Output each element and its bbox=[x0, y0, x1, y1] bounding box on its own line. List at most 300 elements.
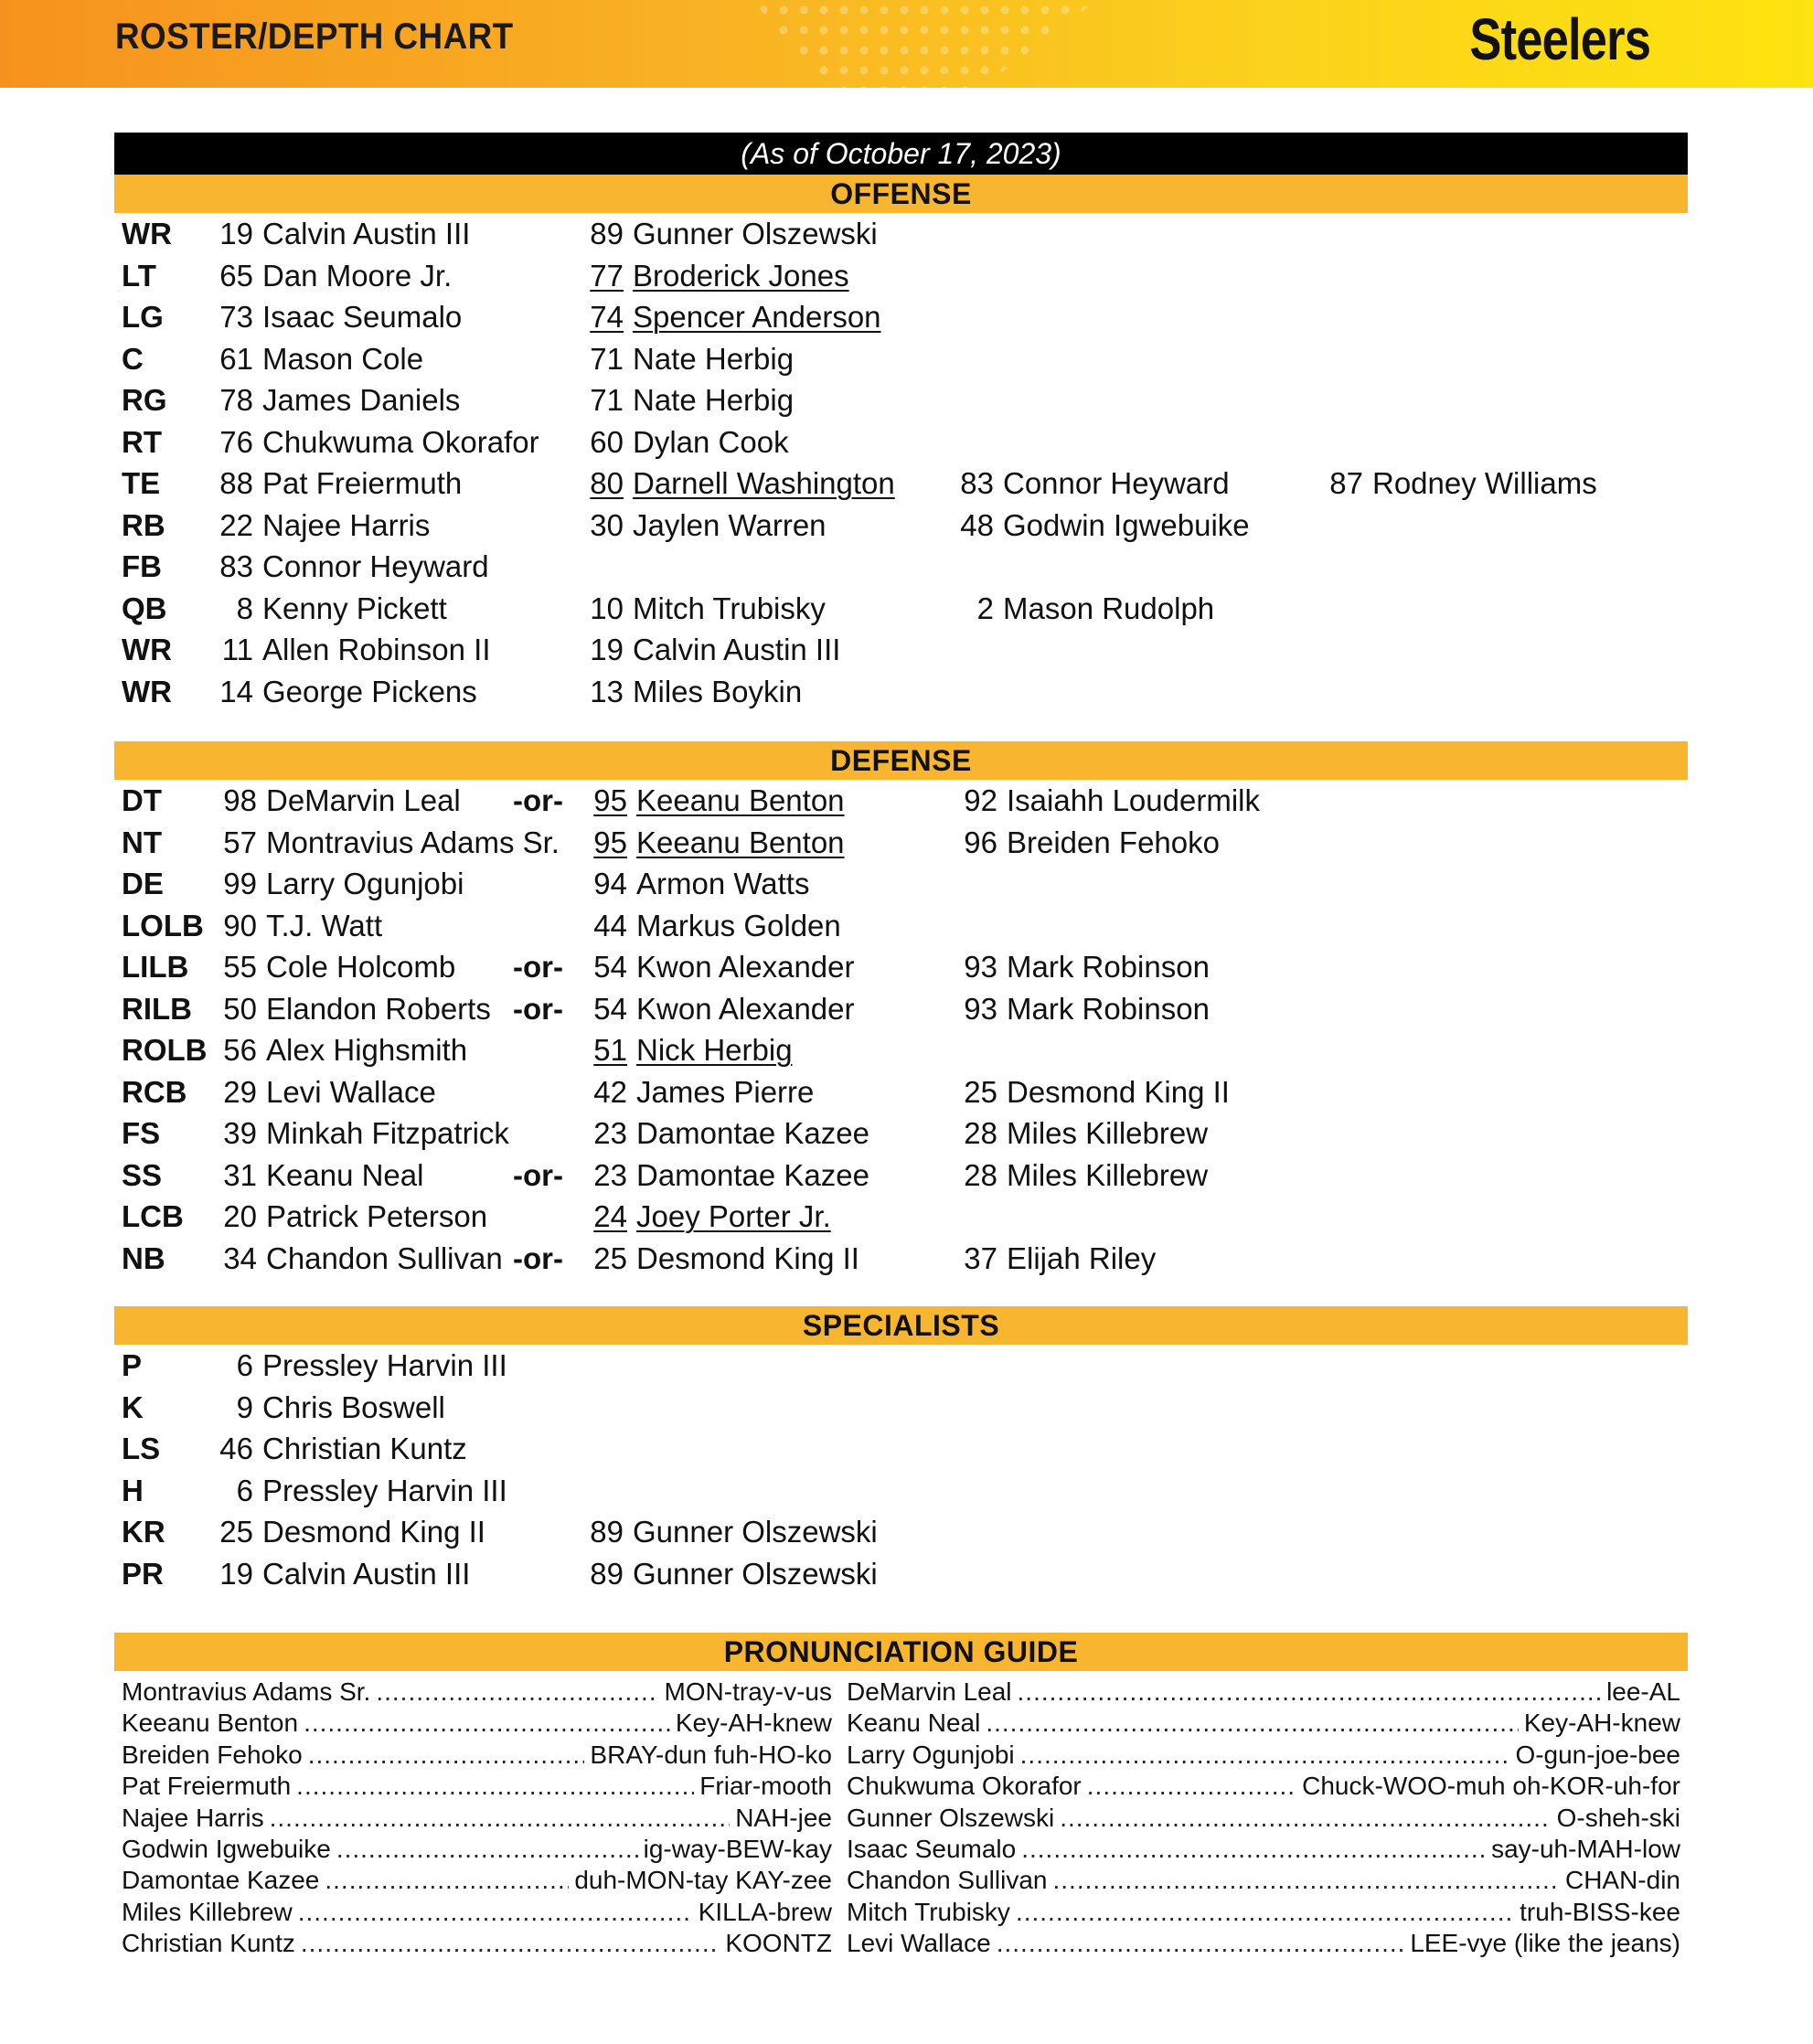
pronunciation-entry bbox=[847, 1771, 1680, 1802]
pronunciation-text: ig-way-BEW-kay bbox=[643, 1834, 832, 1863]
jersey-number: 25 bbox=[964, 1074, 997, 1109]
jersey-number: 76 bbox=[219, 424, 253, 459]
jersey-number: 20 bbox=[223, 1199, 257, 1233]
jersey-number: 87 bbox=[1329, 466, 1363, 500]
pronunciation-name: Damontae Kazee bbox=[122, 1866, 320, 1895]
player-entry bbox=[213, 1387, 445, 1428]
player-entry bbox=[213, 296, 462, 337]
jersey-number: 65 bbox=[219, 258, 253, 293]
player-name: Dan Moore Jr. bbox=[262, 258, 453, 293]
pronunciation-text: O-sheh-ski bbox=[1556, 1803, 1680, 1832]
position-label: H bbox=[122, 1473, 144, 1507]
jersey-number: 23 bbox=[593, 1116, 627, 1150]
player-entry bbox=[213, 588, 447, 629]
player-entry bbox=[957, 1112, 1208, 1154]
pronunciation-entry bbox=[847, 1834, 1680, 1865]
pronunciation-text: truh-BISS-kee bbox=[1520, 1897, 1680, 1926]
player-name: Allen Robinson II bbox=[262, 633, 491, 666]
section-header-offense: OFFENSE bbox=[114, 175, 1688, 213]
offense-rows bbox=[114, 213, 1688, 712]
pronunciation-entry bbox=[847, 1928, 1680, 1959]
player-entry bbox=[587, 1155, 869, 1196]
player-entry bbox=[217, 988, 491, 1029]
jersey-number: 28 bbox=[964, 1157, 997, 1192]
depth-chart-row bbox=[114, 213, 1688, 255]
player-entry bbox=[957, 1155, 1208, 1196]
player-name: Patrick Peterson bbox=[266, 1199, 488, 1233]
jersey-number: 98 bbox=[223, 783, 257, 817]
depth-chart-row bbox=[114, 905, 1688, 947]
jersey-number: 55 bbox=[223, 950, 257, 984]
player-entry bbox=[213, 379, 460, 421]
player-entry bbox=[587, 822, 845, 863]
depth-chart-row bbox=[114, 1112, 1688, 1155]
player-entry bbox=[587, 1238, 859, 1279]
position-label: WR bbox=[122, 674, 172, 708]
player-name: Isaiahh Loudermilk bbox=[1007, 783, 1260, 817]
player-name: Levi Wallace bbox=[266, 1074, 436, 1109]
player-entry bbox=[217, 905, 382, 946]
position-label: DT bbox=[122, 783, 162, 817]
player-entry bbox=[217, 863, 464, 904]
depth-chart-row bbox=[114, 780, 1688, 822]
player-name: Larry Ogunjobi bbox=[266, 867, 464, 900]
player-name: Connor Heyward bbox=[262, 549, 489, 583]
player-entry bbox=[957, 780, 1260, 821]
player-name: Calvin Austin III bbox=[262, 217, 471, 250]
player-entry bbox=[954, 505, 1250, 546]
banner-dot-pattern bbox=[713, 0, 1097, 88]
jersey-number: 56 bbox=[223, 1033, 257, 1067]
player-entry bbox=[587, 1112, 869, 1154]
player-name: Miles Killebrew bbox=[1007, 1116, 1209, 1150]
pronunciation-name: Levi Wallace bbox=[847, 1929, 991, 1958]
pronunciation-name: Keanu Neal bbox=[847, 1709, 981, 1738]
pronunciation-entry bbox=[847, 1897, 1680, 1928]
player-entry bbox=[583, 1553, 878, 1594]
pronunciation-name: Montravius Adams Sr. bbox=[122, 1677, 371, 1706]
jersey-number: 54 bbox=[593, 950, 627, 984]
jersey-number: 42 bbox=[593, 1074, 627, 1109]
depth-chart-row bbox=[114, 379, 1688, 421]
player-entry bbox=[583, 338, 794, 379]
player-name: Elandon Roberts bbox=[266, 991, 491, 1026]
player-entry bbox=[217, 1071, 436, 1112]
player-name: James Daniels bbox=[262, 383, 461, 417]
depth-chart-row bbox=[114, 546, 1688, 588]
player-entry bbox=[957, 946, 1210, 987]
dot-leader bbox=[1053, 1865, 1560, 1896]
depth-chart-row bbox=[114, 946, 1688, 988]
position-label: WR bbox=[122, 633, 172, 666]
dot-leader bbox=[986, 1708, 1518, 1739]
jersey-number: 89 bbox=[590, 217, 624, 250]
pronunciation-entry bbox=[122, 1740, 832, 1771]
player-name: Miles Boykin bbox=[633, 674, 803, 708]
player-name: Spencer Anderson bbox=[633, 300, 881, 334]
position-label: RT bbox=[122, 424, 162, 459]
player-name: George Pickens bbox=[262, 674, 477, 708]
jersey-number: 93 bbox=[964, 991, 997, 1026]
section-header-pronunciation: PRONUNCIATION GUIDE bbox=[114, 1633, 1688, 1671]
player-name: Nate Herbig bbox=[633, 341, 795, 376]
dot-leader bbox=[1087, 1771, 1296, 1802]
player-name: Gunner Olszewski bbox=[633, 1556, 878, 1591]
player-entry bbox=[213, 1553, 470, 1594]
player-entry bbox=[213, 463, 462, 504]
player-name: Breiden Fehoko bbox=[1007, 825, 1220, 859]
jersey-number: 94 bbox=[593, 867, 627, 900]
pronunciation-text: KOONTZ bbox=[725, 1929, 832, 1958]
player-name: Minkah Fitzpatrick bbox=[266, 1116, 509, 1150]
pronunciation-name: Miles Killebrew bbox=[122, 1897, 293, 1926]
player-name: James Pierre bbox=[636, 1074, 815, 1109]
player-name: Mark Robinson bbox=[1007, 991, 1210, 1026]
player-entry bbox=[583, 296, 881, 337]
player-name: Desmond King II bbox=[1007, 1074, 1230, 1109]
pronunciation-name: DeMarvin Leal bbox=[847, 1677, 1012, 1706]
player-name: Montravius Adams Sr. bbox=[266, 825, 560, 859]
player-name: Pat Freiermuth bbox=[262, 466, 463, 500]
player-name: Joey Porter Jr. bbox=[636, 1199, 831, 1233]
or-label: -or- bbox=[513, 1157, 563, 1192]
pronunciation-entry bbox=[122, 1708, 832, 1739]
depth-chart-row bbox=[114, 1387, 1688, 1429]
position-label: QB bbox=[122, 591, 167, 625]
dot-leader bbox=[296, 1771, 694, 1802]
player-name: Keanu Neal bbox=[266, 1157, 424, 1192]
steelers-logo-wordmark: Steelers bbox=[1469, 6, 1650, 72]
page-title: ROSTER/DEPTH CHART bbox=[115, 16, 514, 57]
jersey-number: 2 bbox=[976, 591, 994, 625]
player-name: DeMarvin Leal bbox=[266, 783, 461, 817]
as-of-date-bar: (As of October 17, 2023) bbox=[114, 133, 1688, 175]
dot-leader bbox=[308, 1740, 585, 1771]
player-name: Damontae Kazee bbox=[636, 1157, 869, 1192]
player-name: Kwon Alexander bbox=[636, 950, 855, 984]
pronunciation-name: Mitch Trubisky bbox=[847, 1897, 1010, 1926]
position-label: RILB bbox=[122, 991, 192, 1026]
header-banner bbox=[0, 0, 1813, 88]
player-entry bbox=[587, 1029, 793, 1070]
jersey-number: 51 bbox=[593, 1033, 627, 1067]
player-entry bbox=[213, 629, 490, 670]
player-entry bbox=[587, 780, 845, 821]
player-name: Gunner Olszewski bbox=[633, 217, 878, 250]
player-name: Chandon Sullivan bbox=[266, 1240, 503, 1275]
pronunciation-name: Pat Freiermuth bbox=[122, 1772, 292, 1801]
player-name: Najee Harris bbox=[262, 507, 431, 542]
jersey-number: 19 bbox=[590, 633, 624, 666]
jersey-number: 93 bbox=[964, 950, 997, 984]
dot-leader bbox=[1016, 1897, 1514, 1928]
player-name: Dylan Cook bbox=[633, 424, 789, 459]
pronunciation-name: Godwin Igwebuike bbox=[122, 1834, 331, 1863]
jersey-number: 89 bbox=[590, 1515, 624, 1549]
or-label: -or- bbox=[513, 950, 563, 984]
player-name: Darnell Washington bbox=[633, 466, 895, 500]
pronunciation-column-right bbox=[847, 1677, 1680, 1960]
position-label: LOLB bbox=[122, 908, 204, 942]
player-name: Kwon Alexander bbox=[636, 991, 855, 1026]
depth-chart-row bbox=[114, 296, 1688, 338]
player-entry bbox=[587, 1071, 814, 1112]
player-name: Damontae Kazee bbox=[636, 1116, 869, 1150]
player-name: Markus Golden bbox=[636, 908, 841, 942]
depth-chart-row bbox=[114, 1029, 1688, 1071]
player-name: Godwin Igwebuike bbox=[1003, 507, 1250, 542]
jersey-number: 8 bbox=[236, 591, 253, 625]
player-entry bbox=[217, 822, 560, 863]
player-entry bbox=[587, 863, 809, 904]
pronunciation-entry bbox=[122, 1803, 832, 1834]
depth-chart-row bbox=[114, 1345, 1688, 1387]
dot-leader bbox=[1060, 1803, 1551, 1834]
jersey-number: 24 bbox=[593, 1199, 627, 1233]
depth-chart-row bbox=[114, 988, 1688, 1030]
depth-chart-sheet bbox=[114, 133, 1688, 1960]
player-entry bbox=[213, 421, 539, 463]
player-entry bbox=[583, 629, 840, 670]
pronunciation-name: Larry Ogunjobi bbox=[847, 1740, 1015, 1769]
player-entry bbox=[217, 1112, 509, 1154]
depth-chart-row bbox=[114, 505, 1688, 547]
jersey-number: 11 bbox=[221, 633, 253, 666]
player-name: Mason Cole bbox=[262, 341, 424, 376]
jersey-number: 71 bbox=[590, 383, 624, 417]
jersey-number: 44 bbox=[593, 908, 627, 942]
player-entry bbox=[217, 1238, 503, 1279]
jersey-number: 31 bbox=[223, 1157, 257, 1192]
jersey-number: 61 bbox=[219, 341, 253, 376]
position-label: RB bbox=[122, 507, 165, 542]
player-name: Gunner Olszewski bbox=[633, 1515, 878, 1549]
jersey-number: 48 bbox=[960, 507, 994, 542]
jersey-number: 10 bbox=[590, 591, 624, 625]
depth-chart-row bbox=[114, 1428, 1688, 1470]
player-entry bbox=[583, 671, 802, 712]
player-entry bbox=[213, 213, 470, 254]
player-entry bbox=[213, 255, 452, 296]
pronunciation-entry bbox=[847, 1803, 1680, 1834]
jersey-number: 19 bbox=[219, 217, 253, 250]
jersey-number: 9 bbox=[236, 1389, 253, 1424]
position-label: FB bbox=[122, 549, 162, 583]
depth-chart-row bbox=[114, 1071, 1688, 1113]
section-header-defense: DEFENSE bbox=[114, 741, 1688, 780]
player-name: Keeanu Benton bbox=[636, 783, 845, 817]
position-label: ROLB bbox=[122, 1033, 208, 1067]
dot-leader bbox=[325, 1865, 569, 1896]
dot-leader bbox=[1020, 1740, 1510, 1771]
pronunciation-text: KILLA-brew bbox=[698, 1897, 832, 1926]
pronunciation-name: Chukwuma Okorafor bbox=[847, 1772, 1082, 1801]
jersey-number: 95 bbox=[593, 783, 627, 817]
depth-chart-row bbox=[114, 629, 1688, 671]
pronunciation-text: MON-tray-v-us bbox=[664, 1677, 832, 1706]
jersey-number: 77 bbox=[590, 258, 624, 293]
pronunciation-text: Key-AH-knew bbox=[1523, 1709, 1680, 1738]
dot-leader bbox=[304, 1708, 670, 1739]
depth-chart-row bbox=[114, 1196, 1688, 1238]
jersey-number: 83 bbox=[219, 549, 253, 583]
position-label: K bbox=[122, 1389, 144, 1424]
player-entry bbox=[583, 463, 895, 504]
jersey-number: 46 bbox=[219, 1432, 253, 1465]
player-entry bbox=[954, 588, 1214, 629]
jersey-number: 28 bbox=[964, 1116, 997, 1150]
player-name: Nate Herbig bbox=[633, 383, 795, 417]
player-name: Desmond King II bbox=[636, 1240, 859, 1275]
jersey-number: 99 bbox=[223, 867, 257, 900]
player-name: Connor Heyward bbox=[1003, 466, 1230, 500]
pronunciation-text: O-gun-joe-bee bbox=[1515, 1740, 1680, 1769]
player-entry bbox=[583, 379, 794, 421]
pronunciation-text: Friar-mooth bbox=[699, 1772, 832, 1801]
player-name: Alex Highsmith bbox=[266, 1033, 468, 1067]
player-name: Isaac Seumalo bbox=[262, 300, 463, 334]
pronunciation-entry bbox=[122, 1897, 832, 1928]
position-label: RG bbox=[122, 383, 167, 417]
depth-chart-row bbox=[114, 822, 1688, 864]
pronunciation-entry bbox=[847, 1708, 1680, 1739]
depth-chart-row bbox=[114, 421, 1688, 463]
position-label: WR bbox=[122, 217, 172, 250]
depth-chart-row bbox=[114, 1238, 1688, 1280]
jersey-number: 14 bbox=[219, 674, 253, 708]
pronunciation-entry bbox=[847, 1677, 1680, 1708]
pronunciation-text: Chuck-WOO-muh oh-KOR-uh-for bbox=[1302, 1772, 1680, 1801]
player-entry bbox=[583, 505, 827, 546]
player-entry bbox=[217, 1029, 467, 1070]
pronunciation-entry bbox=[122, 1771, 832, 1802]
player-entry bbox=[213, 671, 477, 712]
position-label: PR bbox=[122, 1556, 164, 1591]
player-name: Chukwuma Okorafor bbox=[262, 424, 539, 459]
jersey-number: 22 bbox=[219, 507, 253, 542]
position-label: NT bbox=[122, 825, 162, 859]
defense-rows bbox=[114, 780, 1688, 1279]
player-entry bbox=[217, 780, 461, 821]
player-entry bbox=[213, 1470, 507, 1511]
position-label: TE bbox=[122, 466, 161, 500]
jersey-number: 96 bbox=[964, 825, 997, 859]
jersey-number: 88 bbox=[219, 466, 253, 500]
dot-leader bbox=[1018, 1677, 1602, 1708]
player-entry bbox=[583, 1511, 878, 1552]
pronunciation-name: Isaac Seumalo bbox=[847, 1834, 1017, 1863]
pronunciation-text: CHAN-din bbox=[1564, 1866, 1680, 1895]
player-entry bbox=[217, 1155, 423, 1196]
player-entry bbox=[213, 505, 430, 546]
jersey-number: 25 bbox=[219, 1515, 253, 1549]
depth-chart-row bbox=[114, 588, 1688, 630]
jersey-number: 34 bbox=[223, 1240, 257, 1275]
player-name: Jaylen Warren bbox=[633, 507, 827, 542]
depth-chart-row bbox=[114, 863, 1688, 905]
player-name: Broderick Jones bbox=[633, 258, 849, 293]
jersey-number: 73 bbox=[219, 300, 253, 334]
player-name: Keeanu Benton bbox=[636, 825, 845, 859]
jersey-number: 80 bbox=[590, 466, 624, 500]
player-name: Chris Boswell bbox=[262, 1389, 445, 1424]
pronunciation-text: say-uh-MAH-low bbox=[1491, 1834, 1680, 1863]
dot-leader bbox=[336, 1834, 638, 1865]
player-entry bbox=[587, 946, 855, 987]
player-entry bbox=[957, 1238, 1156, 1279]
dot-leader bbox=[270, 1803, 731, 1834]
pronunciation-text: Key-AH-knew bbox=[675, 1709, 832, 1738]
player-entry bbox=[217, 946, 455, 987]
player-entry bbox=[954, 463, 1230, 504]
dot-leader bbox=[376, 1677, 658, 1708]
player-name: Kenny Pickett bbox=[262, 591, 447, 625]
jersey-number: 37 bbox=[964, 1240, 997, 1275]
jersey-number: 39 bbox=[223, 1116, 257, 1150]
position-label: LS bbox=[122, 1432, 161, 1465]
dot-leader bbox=[997, 1928, 1405, 1959]
section-header-specialists: SPECIALISTS bbox=[114, 1306, 1688, 1345]
jersey-number: 23 bbox=[593, 1157, 627, 1192]
pronunciation-entry bbox=[847, 1865, 1680, 1896]
depth-chart-row bbox=[114, 338, 1688, 380]
player-name: Mark Robinson bbox=[1007, 950, 1210, 984]
jersey-number: 30 bbox=[590, 507, 624, 542]
dot-leader bbox=[1021, 1834, 1486, 1865]
position-label: LCB bbox=[122, 1199, 184, 1233]
jersey-number: 78 bbox=[219, 383, 253, 417]
pronunciation-entry bbox=[847, 1740, 1680, 1771]
player-name: Calvin Austin III bbox=[633, 633, 841, 666]
player-entry bbox=[217, 1196, 487, 1237]
pronunciation-name: Gunner Olszewski bbox=[847, 1803, 1055, 1832]
position-label: FS bbox=[122, 1116, 161, 1150]
jersey-number: 83 bbox=[960, 466, 994, 500]
depth-chart-row bbox=[114, 1553, 1688, 1595]
depth-chart-row bbox=[114, 1470, 1688, 1512]
player-entry bbox=[213, 546, 489, 587]
player-name: Miles Killebrew bbox=[1007, 1157, 1209, 1192]
player-entry bbox=[213, 338, 423, 379]
depth-chart-row bbox=[114, 1511, 1688, 1553]
position-label: DE bbox=[122, 867, 164, 900]
or-label: -or- bbox=[513, 783, 563, 817]
depth-chart-row bbox=[114, 463, 1688, 505]
pronunciation-text: LEE-vye (like the jeans) bbox=[1410, 1929, 1680, 1958]
pronunciation-name: Breiden Fehoko bbox=[122, 1740, 303, 1769]
jersey-number: 60 bbox=[590, 424, 624, 459]
pronunciation-column-left bbox=[122, 1677, 832, 1960]
depth-chart-row bbox=[114, 1155, 1688, 1197]
pronunciation-guide bbox=[114, 1671, 1688, 1960]
jersey-number: 29 bbox=[223, 1074, 257, 1109]
jersey-number: 89 bbox=[590, 1556, 624, 1591]
position-label: NB bbox=[122, 1240, 165, 1275]
position-label: LG bbox=[122, 300, 164, 334]
position-label: KR bbox=[122, 1515, 165, 1549]
player-entry bbox=[957, 1071, 1230, 1112]
player-entry bbox=[587, 905, 841, 946]
player-entry bbox=[587, 988, 855, 1029]
dot-leader bbox=[298, 1897, 693, 1928]
player-name: Nick Herbig bbox=[636, 1033, 793, 1067]
position-label: SS bbox=[122, 1157, 163, 1192]
player-name: Pressley Harvin III bbox=[262, 1473, 507, 1507]
player-name: Mason Rudolph bbox=[1003, 591, 1215, 625]
player-entry bbox=[213, 1345, 507, 1386]
player-entry bbox=[583, 421, 789, 463]
jersey-number: 6 bbox=[236, 1473, 253, 1507]
